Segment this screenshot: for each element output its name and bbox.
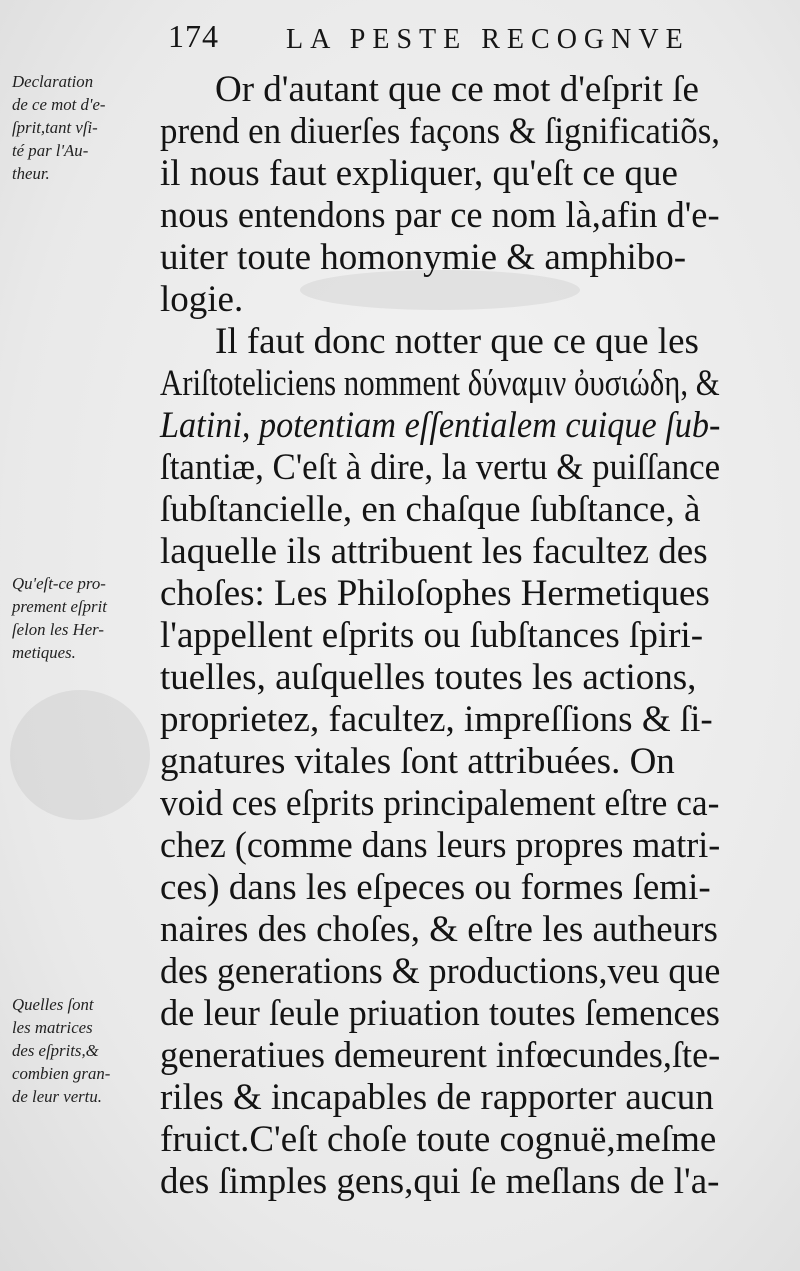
text-line: proprietez, facultez, impreſſions & ſi- [160, 699, 713, 740]
text-line: des ſimples gens,qui ſe meſlans de l'a- [160, 1161, 720, 1202]
text-line: laquelle ils attribuent les facultez des [160, 531, 708, 572]
text-line: tuelles, auſquelles toutes les actions, [160, 657, 697, 698]
text-line: de leur ſeule priuation toutes ſemences [160, 993, 720, 1034]
text-line: Ariſtoteliciens nomment δύναμιν ὀυσιώδη, & [160, 363, 720, 404]
margin-note-declaration [12, 70, 162, 185]
margin-note-line: té par l'Au- [12, 141, 89, 160]
text-line: prend en diuerſes façons & ſignificatiõs, [160, 111, 721, 152]
text-line: ſubſtancielle, en chaſque ſubſtance, à [160, 489, 701, 530]
text-line: Or d'autant que ce mot d'eſprit ſe [215, 69, 699, 110]
text-line: naires des choſes, & eſtre les autheurs [160, 909, 718, 950]
text-line: uiter toute homonymie & amphibo- [160, 237, 687, 278]
text-line: chez (comme dans leurs propres matri- [160, 825, 721, 866]
text-line: generatiues demeurent infœcundes,ſte- [160, 1035, 721, 1076]
margin-note-line: ſelon les Her- [12, 620, 104, 639]
margin-note-line: combien gran- [12, 1064, 111, 1083]
text-line: Il faut donc notter que ce que les [215, 321, 699, 362]
margin-note-line: prement eſprit [12, 597, 107, 616]
text-line: gnatures vitales ſont attribuées. On [160, 741, 675, 782]
page-header [168, 14, 768, 58]
margin-note-line: Qu'eſt-ce pro- [12, 574, 106, 593]
margin-note-matrices [12, 993, 162, 1108]
margin-note-line: Declaration [12, 72, 94, 91]
page-number: 174 [168, 18, 219, 54]
text-line: nous entendons par ce nom là,afin d'e- [160, 195, 720, 236]
text-line: l'appellent eſprits ou ſubſtances ſpiri- [160, 615, 704, 656]
margin-note-line: theur. [12, 164, 50, 183]
text-line: void ces eſprits principalement eſtre ca- [160, 783, 720, 824]
margin-note-line: des eſprits,& [12, 1041, 99, 1060]
text-line: Latini, potentiam eſſentialem cuique ſub- [160, 405, 721, 446]
margin-note-line: ſprit,tant vſi- [12, 118, 98, 137]
text-line: logie. [160, 279, 244, 320]
margin-note-line: metiques. [12, 643, 76, 662]
margin-note-line: Quelles ſont [12, 995, 94, 1014]
text-line: des generations & productions,veu que [160, 951, 721, 992]
margin-note-line: les matrices [12, 1018, 93, 1037]
text-line: ces) dans les eſpeces ou formes ſemi- [160, 867, 711, 908]
text-line: riles & incapables de rapporter aucun [160, 1077, 714, 1118]
margin-note-line: de ce mot d'e- [12, 95, 106, 114]
margin-note-line: de leur vertu. [12, 1087, 102, 1106]
margin-note-hermetic-spirit [12, 572, 162, 664]
text-line: il nous faut expliquer, qu'eſt ce que [160, 153, 678, 194]
running-title: LA PESTE RECOGNVE [286, 24, 690, 55]
text-line: ſtantiæ, C'eſt à dire, la vertu & puiſſance [160, 447, 721, 488]
text-line: fruict.C'eſt choſe toute cognuë,meſme [160, 1119, 717, 1160]
text-line: choſes: Les Philoſophes Hermetiques [160, 573, 710, 614]
